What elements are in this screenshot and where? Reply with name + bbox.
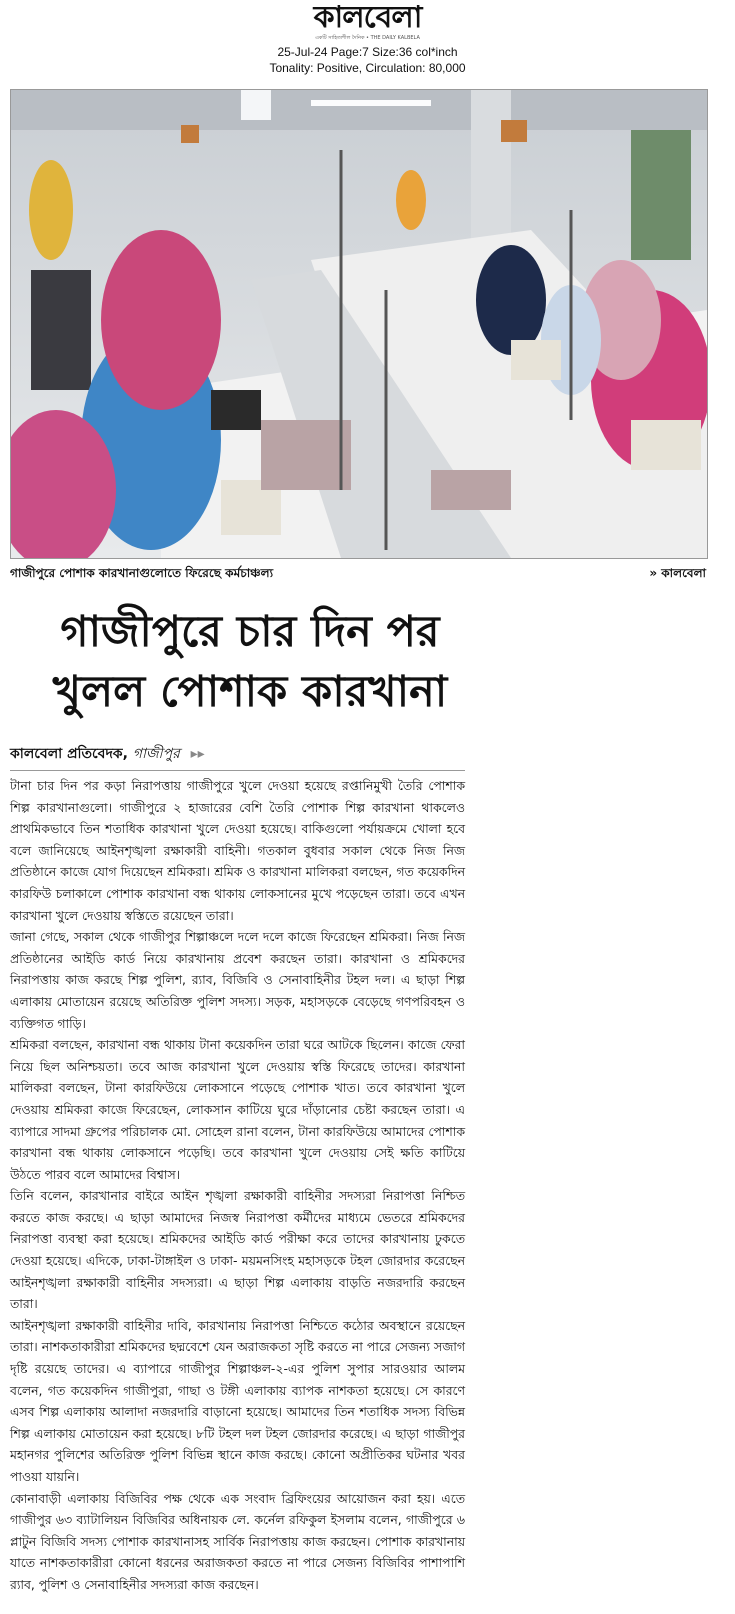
factory-photo-illustration bbox=[11, 90, 707, 558]
byline bbox=[10, 742, 205, 766]
photo-caption bbox=[10, 563, 706, 583]
byline-divider bbox=[10, 770, 465, 771]
article-paragraph: শ্রমিকরা বলছেন, কারখানা বন্ধ থাকায় টানা কয়েকদিন তারা ঘরে আটকে ছিলেন। কাজে ফেরা নিয়ে ছিল অনিশ্চয়তা। তবে আজ কারখানা খুলে দেওয়ায় স্বস্তি ফিরেছে তাদের। কারখানা মালিকরা বলছেন, টানা কারফিউয়ে লোকসানে পড়েছে পোশাক খাত। তবে কারখানা খুলে দেওয়ায় শ্রমিকরা কাজে ফিরেছেন, লোকসান কাটিয়ে ঘুরে দাঁড়ানোর চেষ্টা করছেন তারা। এ ব্যাপারে সাদমা গ্রুপের পরিচালক মো. সোহেল রানা বলেন, টানা কারফিউয়ে আমাদের পোশাক কারখানা বন্ধ থাকায় লোকসানে পড়েছি। তবে কারখানা খুলে দেওয়ায় সেই ক্ষতি কাটিয়ে উঠতে পারব বলে আমাদের বিশ্বাস। bbox=[10, 1037, 465, 1182]
photo-credit: » কালবেলা bbox=[649, 566, 706, 580]
article-paragraph: কোনাবাড়ী এলাকায় বিজিবির পক্ষ থেকে এক সংবাদ ব্রিফিংয়ের আয়োজন করা হয়। এতে গাজীপুর ৬৩ ব্যাটালিয়ন বিজিবির অধিনায়ক লে. কর্নেল রফিকুল ইসলাম বলেন, গাজীপুরে ৬ প্লাটুন বিজিবি সদস্য পোশাক কারখানাসহ সার্বিক নিরাপত্তায় কাজ করছেন। পোশাক কারখানায় যাতে নাশকতাকারীরা কোনো ধরনের অরাজকতা করতে না পারে সেজন্য বিজিবির পাশাপাশি র‍্যাব, পুলিশ ও সেনাবাহিনীর সদস্যরা কাজ করছেন। bbox=[10, 1490, 465, 1592]
clipping-meta-line1: 25-Jul-24 Page:7 Size:36 col*inch bbox=[277, 45, 458, 59]
photo-caption-text: গাজীপুরে পোশাক কারখানাগুলোতে ফিরেছে কর্মচাঞ্চল্য bbox=[10, 566, 274, 580]
article-paragraph: তিনি বলেন, কারখানার বাইরে আইন শৃঙ্খলা রক্ষাকারী বাহিনীর সদস্যরা নিরাপত্তা নিশ্চিত করতে কাজ করছে। এ ছাড়া আমাদের নিজস্ব নিরাপত্তা কর্মীদের মাধ্যমে ভেতরে শ্রমিকদের নিরাপত্তা ব্যবস্থা করা হয়েছে। শ্রমিকদের আইডি কার্ড পরীক্ষা করে তাদের কারখানায় ঢুকতে দেওয়া হয়েছে। এদিকে, ঢাকা-টাঙ্গাইল ও ঢাকা- ময়মনসিংহ মহাসড়কে টহল জোরদার করেছেন আইনশৃঙ্খলা রক্ষাকারী বাহিনীর সদস্যরা। এ ছাড়া শিল্প এলাকায় বাড়তি নজরদারি করছেন তারা। bbox=[10, 1188, 465, 1312]
newspaper-logo: কালবেলা bbox=[313, 0, 422, 35]
masthead bbox=[0, 2, 735, 76]
byline-arrow-icon: ▸▸ bbox=[190, 746, 205, 762]
article-paragraph: আইনশৃঙ্খলা রক্ষাকারী বাহিনীর দাবি, কারখানায় নিরাপত্তা নিশ্চিতে কঠোর অবস্থানে রয়েছেন তারা। নাশকতাকারীরা শ্রমিকদের ছদ্মবেশে যেন অরাজকতা সৃষ্টি করতে না পারে সেজন্য সজাগ দৃষ্টি রয়েছে তাদের। এ ব্যাপারে গাজীপুর শিল্পাঞ্চল-২-এর পুলিশ সুপার সারওয়ার আলম বলেন, গত কয়েকদিন গাজীপুরা, গাছা ও টঙ্গী এলাকায় ব্যাপক নাশকতা হয়েছে। সে কারণে এসব শিল্প এলাকায় আলাদা নজরদারি বাড়ানো হয়েছে। আমাদের তিন শতাধিক সদস্য বিভিন্ন শিল্প এলাকায় মোতায়েন করা হয়েছে। ৮টি টহল দল টহল জোরদার করেছে। এ ছাড়া গাজীপুর মহানগর পুলিশের অতিরিক্ত পুলিশ বিভিন্ন স্থানে কাজ করছে। কোনো অপ্রীতিকর ঘটনার খবর পাওয়া যায়নি। bbox=[10, 1317, 465, 1484]
logo-tagline: একটি সাহিত্যশীল দৈনিক • THE DAILY KALBELA bbox=[315, 35, 420, 41]
article-paragraph: টানা চার দিন পর কড়া নিরাপত্তায় গাজীপুরে খুলে দেওয়া হয়েছে রপ্তানিমুখী তৈরি পোশাক শিল্প কারখানাগুলো। গাজীপুরে ২ হাজারের বেশি তৈরি পোশাক শিল্প কারখানা থাকলেও প্রাথমিকভাবে তিন শতাধিক কারখানা খুলে দেওয়া হয়েছে। বাকিগুলো পর্যায়ক্রমে খোলা হবে বলে জানিয়েছে আইনশৃঙ্খলা রক্ষাকারী বাহিনী। গতকাল বুধবার সকাল থেকে নিজ নিজ প্রতিষ্ঠানে কাজে যোগ দিয়েছেন শ্রমিকরা। শ্রমিক ও কারখানা মালিকরা বলছেন, গত কয়েকদিন কারফিউ চলাকালে পোশাক কারখানা বন্ধ থাকায় লোকসানের মুখে পড়েছেন তারা। তবে এখন কারখানা খুলে দেওয়ায় স্বস্তিতে রয়েছেন তারা। bbox=[10, 778, 465, 923]
byline-place: গাজীপুর bbox=[132, 746, 180, 762]
article-headline bbox=[10, 602, 490, 722]
headline-line-1: গাজীপুরে চার দিন পর bbox=[60, 607, 440, 657]
factory-photo bbox=[10, 89, 708, 559]
clipping-meta-line2: Tonality: Positive, Circulation: 80,000 bbox=[269, 61, 466, 75]
article-paragraph: জানা গেছে, সকাল থেকে গাজীপুর শিল্পাঞ্চলে দলে দলে কাজে ফিরেছেন শ্রমিকরা। নিজ নিজ প্রতিষ্ঠানের আইডি কার্ড নিয়ে কারখানায় প্রবেশ করছেন তারা। কারখানা ও শ্রমিকদের নিরাপত্তায় কাজ করছে শিল্প পুলিশ, র‍্যাব, বিজিবি ও সেনাবাহিনীর টহল দল। এ ছাড়া শিল্প এলাকায় মোতায়েন রয়েছে অতিরিক্ত পুলিশ সদস্য। সড়ক, মহাসড়কে বেড়েছে গণপরিবহন ও ব্যক্তিগত গাড়ি। bbox=[10, 929, 465, 1031]
headline-line-2: খুলল পোশাক কারখানা bbox=[52, 667, 448, 717]
byline-reporter: কালবেলা প্রতিবেদক, bbox=[10, 746, 128, 762]
article-body bbox=[10, 775, 465, 1596]
